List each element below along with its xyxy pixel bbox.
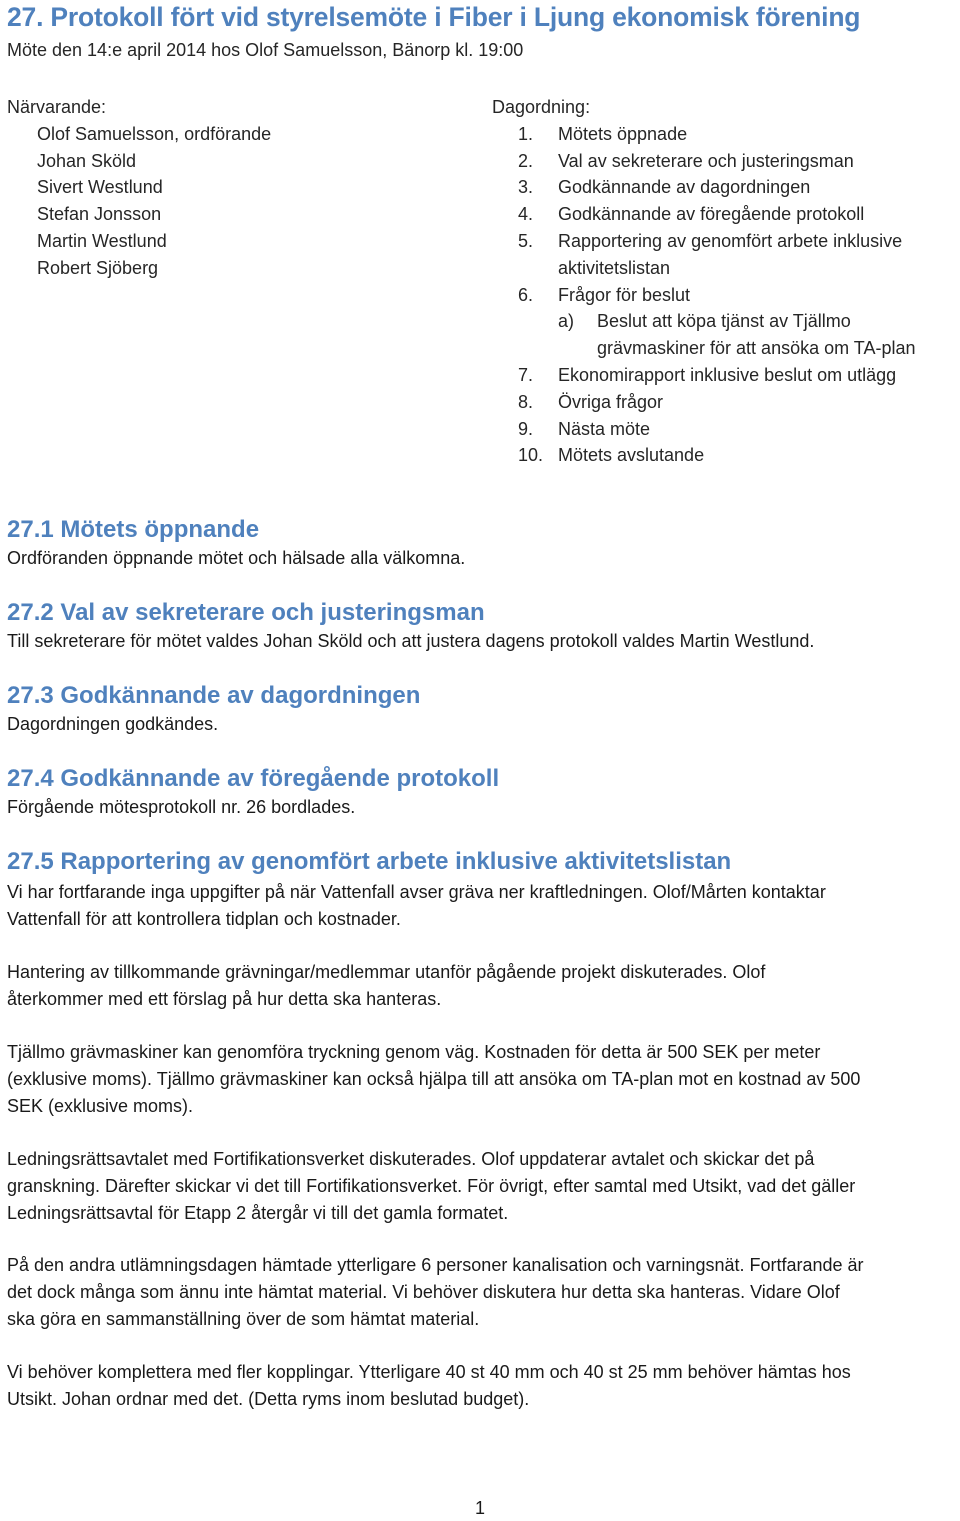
section-body: Ordföranden öppnande mötet och hälsade alla välkomna.	[7, 548, 466, 568]
agenda-item-text: Frågor för beslut	[558, 284, 691, 305]
document-title: 27. Protokoll fört vid styrelsemöte i Fiber i Ljung ekonomisk förening	[7, 2, 861, 32]
agenda-item-text: Mötets avslutande	[558, 445, 705, 466]
section-heading: 27.4 Godkännande av föregående protokoll	[7, 765, 500, 792]
attendee: Johan Sköld	[37, 150, 137, 171]
section-heading: 27.2 Val av sekreterare och justeringsman	[7, 599, 485, 626]
attendees-heading: Närvarande:	[7, 97, 107, 117]
agenda-item	[492, 228, 915, 255]
agenda-item-number: 1.	[518, 123, 534, 144]
agenda-sub-item	[492, 308, 915, 335]
paragraph-line: (exklusive moms). Tjällmo grävmaskiner kan också hjälpa till att ansöka om TA-plan mot en kostnad av 500	[7, 1068, 861, 1089]
attendee: Robert Sjöberg	[37, 257, 159, 278]
paragraph-line: Hantering av tillkommande grävningar/medlemmar utanför pågående projekt diskuterades. Olof	[7, 962, 766, 982]
agenda-item	[492, 148, 915, 175]
paragraph-line: Vi har fortfarande inga uppgifter på när Vattenfall avser gräva ner kraftledningen. Olof/Mårten kontaktar	[7, 882, 826, 902]
agenda-item-number: 4.	[518, 204, 534, 225]
attendee: Stefan Jonsson	[37, 204, 162, 225]
paragraph-line: granskning. Därefter skickar vi det till Fortifikationsverket. För övrigt, efter samtal med Utsikt, vad det gäller	[7, 1175, 856, 1196]
section-body: Dagordningen godkändes.	[7, 714, 219, 734]
paragraph-line: På den andra utlämningsdagen hämtade ytterligare 6 personer kanalisation och varningsnät. Fortfarande är	[7, 1255, 864, 1275]
agenda-item	[492, 389, 915, 416]
attendees-list	[7, 94, 271, 282]
meeting-info: Möte den 14:e april 2014 hos Olof Samuelsson, Bänorp kl. 19:00	[7, 40, 524, 60]
paragraph-line: Ledningsrättsavtal för Etapp 2 återgår vi till det gamla formatet.	[7, 1202, 509, 1223]
section-body: Till sekreterare för mötet valdes Johan Sköld och att justera dagens protokoll valdes Martin Westlund.	[7, 631, 815, 651]
paragraph-tjällmo	[7, 1039, 960, 1119]
section-heading: 27.1 Mötets öppnande	[7, 516, 260, 543]
agenda-item-number: 7.	[518, 364, 534, 385]
agenda-item-number: 3.	[518, 177, 534, 198]
agenda-item	[492, 121, 915, 148]
agenda-item-text: Nästa möte	[558, 418, 651, 439]
section-27-3	[7, 681, 959, 738]
agenda-item	[492, 201, 915, 228]
agenda-item-number: 6.	[518, 284, 534, 305]
agenda-sub-item-text: Beslut att köpa tjänst av Tjällmo	[597, 311, 851, 332]
section-27-5	[7, 847, 959, 877]
attendee: Martin Westlund	[37, 230, 167, 251]
paragraph-line: Vattenfall för att kontrollera tidplan och kostnader.	[7, 908, 401, 929]
paragraph-utlämning	[7, 1252, 960, 1332]
section-heading: 27.3 Godkännande av dagordningen	[7, 682, 421, 709]
paragraph-line: återkommer med ett förslag på hur detta ska hanteras.	[7, 988, 442, 1009]
agenda-item	[492, 362, 915, 389]
agenda-item-number: 8.	[518, 391, 534, 412]
paragraph-grävningar	[7, 959, 960, 1013]
agenda-item	[492, 282, 915, 309]
paragraph-line: Tjällmo grävmaskiner kan genomföra tryckning genom väg. Kostnaden för detta är 500 SEK per meter	[7, 1042, 821, 1062]
agenda-item-number: 10.	[518, 445, 544, 466]
agenda-item-number: 2.	[518, 150, 534, 171]
agenda-item-text: Godkännande av dagordningen	[558, 177, 811, 198]
paragraph-ledningsrätt	[7, 1146, 960, 1226]
agenda-item-text: Ekonomirapport inklusive beslut om utlägg	[558, 364, 897, 385]
paragraph-line: Vi behöver komplettera med fler kopplingar. Ytterligare 40 st 40 mm och 40 st 25 mm behöver hämtas hos	[7, 1362, 851, 1382]
section-heading: 27.5 Rapportering av genomfört arbete inklusive aktivitetslistan	[7, 848, 732, 875]
paragraph-line: Utsikt. Johan ordnar med det. (Detta ryms inom beslutad budget).	[7, 1388, 530, 1409]
agenda-heading: Dagordning:	[492, 97, 591, 117]
paragraph-line: ska göra en sammanställning över de som hämtat material.	[7, 1308, 480, 1329]
attendee: Sivert Westlund	[37, 177, 163, 198]
agenda-item-continuation: aktivitetslistan	[558, 257, 671, 278]
agenda-item-text: Rapportering av genomfört arbete inklusive	[558, 230, 903, 251]
agenda-item-text: Mötets öppnade	[558, 123, 688, 144]
agenda-item	[492, 416, 915, 443]
agenda-item-text: Godkännande av föregående protokoll	[558, 204, 865, 225]
agenda-sub-item-continuation: grävmaskiner för att ansöka om TA-plan	[597, 338, 916, 359]
paragraph-line: det dock många som ännu inte hämtat material. Vi behöver diskutera hur detta ska hanteras. Vidare Olof	[7, 1281, 840, 1302]
agenda-item-number: 9.	[518, 418, 534, 439]
section-body: Förgående mötesprotokoll nr. 26 bordlades.	[7, 797, 356, 817]
agenda-item-number: 5.	[518, 230, 534, 251]
paragraph-vattenfall	[7, 879, 960, 933]
paragraph-line: SEK (exklusive moms).	[7, 1095, 194, 1116]
agenda-item	[492, 174, 915, 201]
section-27-4	[7, 764, 959, 821]
agenda-list	[492, 94, 915, 469]
agenda-item	[492, 442, 915, 469]
attendee: Olof Samuelsson, ordförande	[37, 123, 272, 144]
paragraph-line: Ledningsrättsavtalet med Fortifikationsverket diskuterades. Olof uppdaterar avtalet och skickar det på	[7, 1149, 815, 1169]
page-number: 1	[474, 1498, 485, 1518]
agenda-item-text: Övriga frågor	[558, 391, 664, 412]
paragraph-kopplingar	[7, 1359, 960, 1413]
agenda-sub-item-number: a)	[558, 311, 575, 332]
section-27-1	[7, 515, 959, 572]
agenda-item-text: Val av sekreterare och justeringsman	[558, 150, 854, 171]
section-27-2	[7, 598, 959, 655]
